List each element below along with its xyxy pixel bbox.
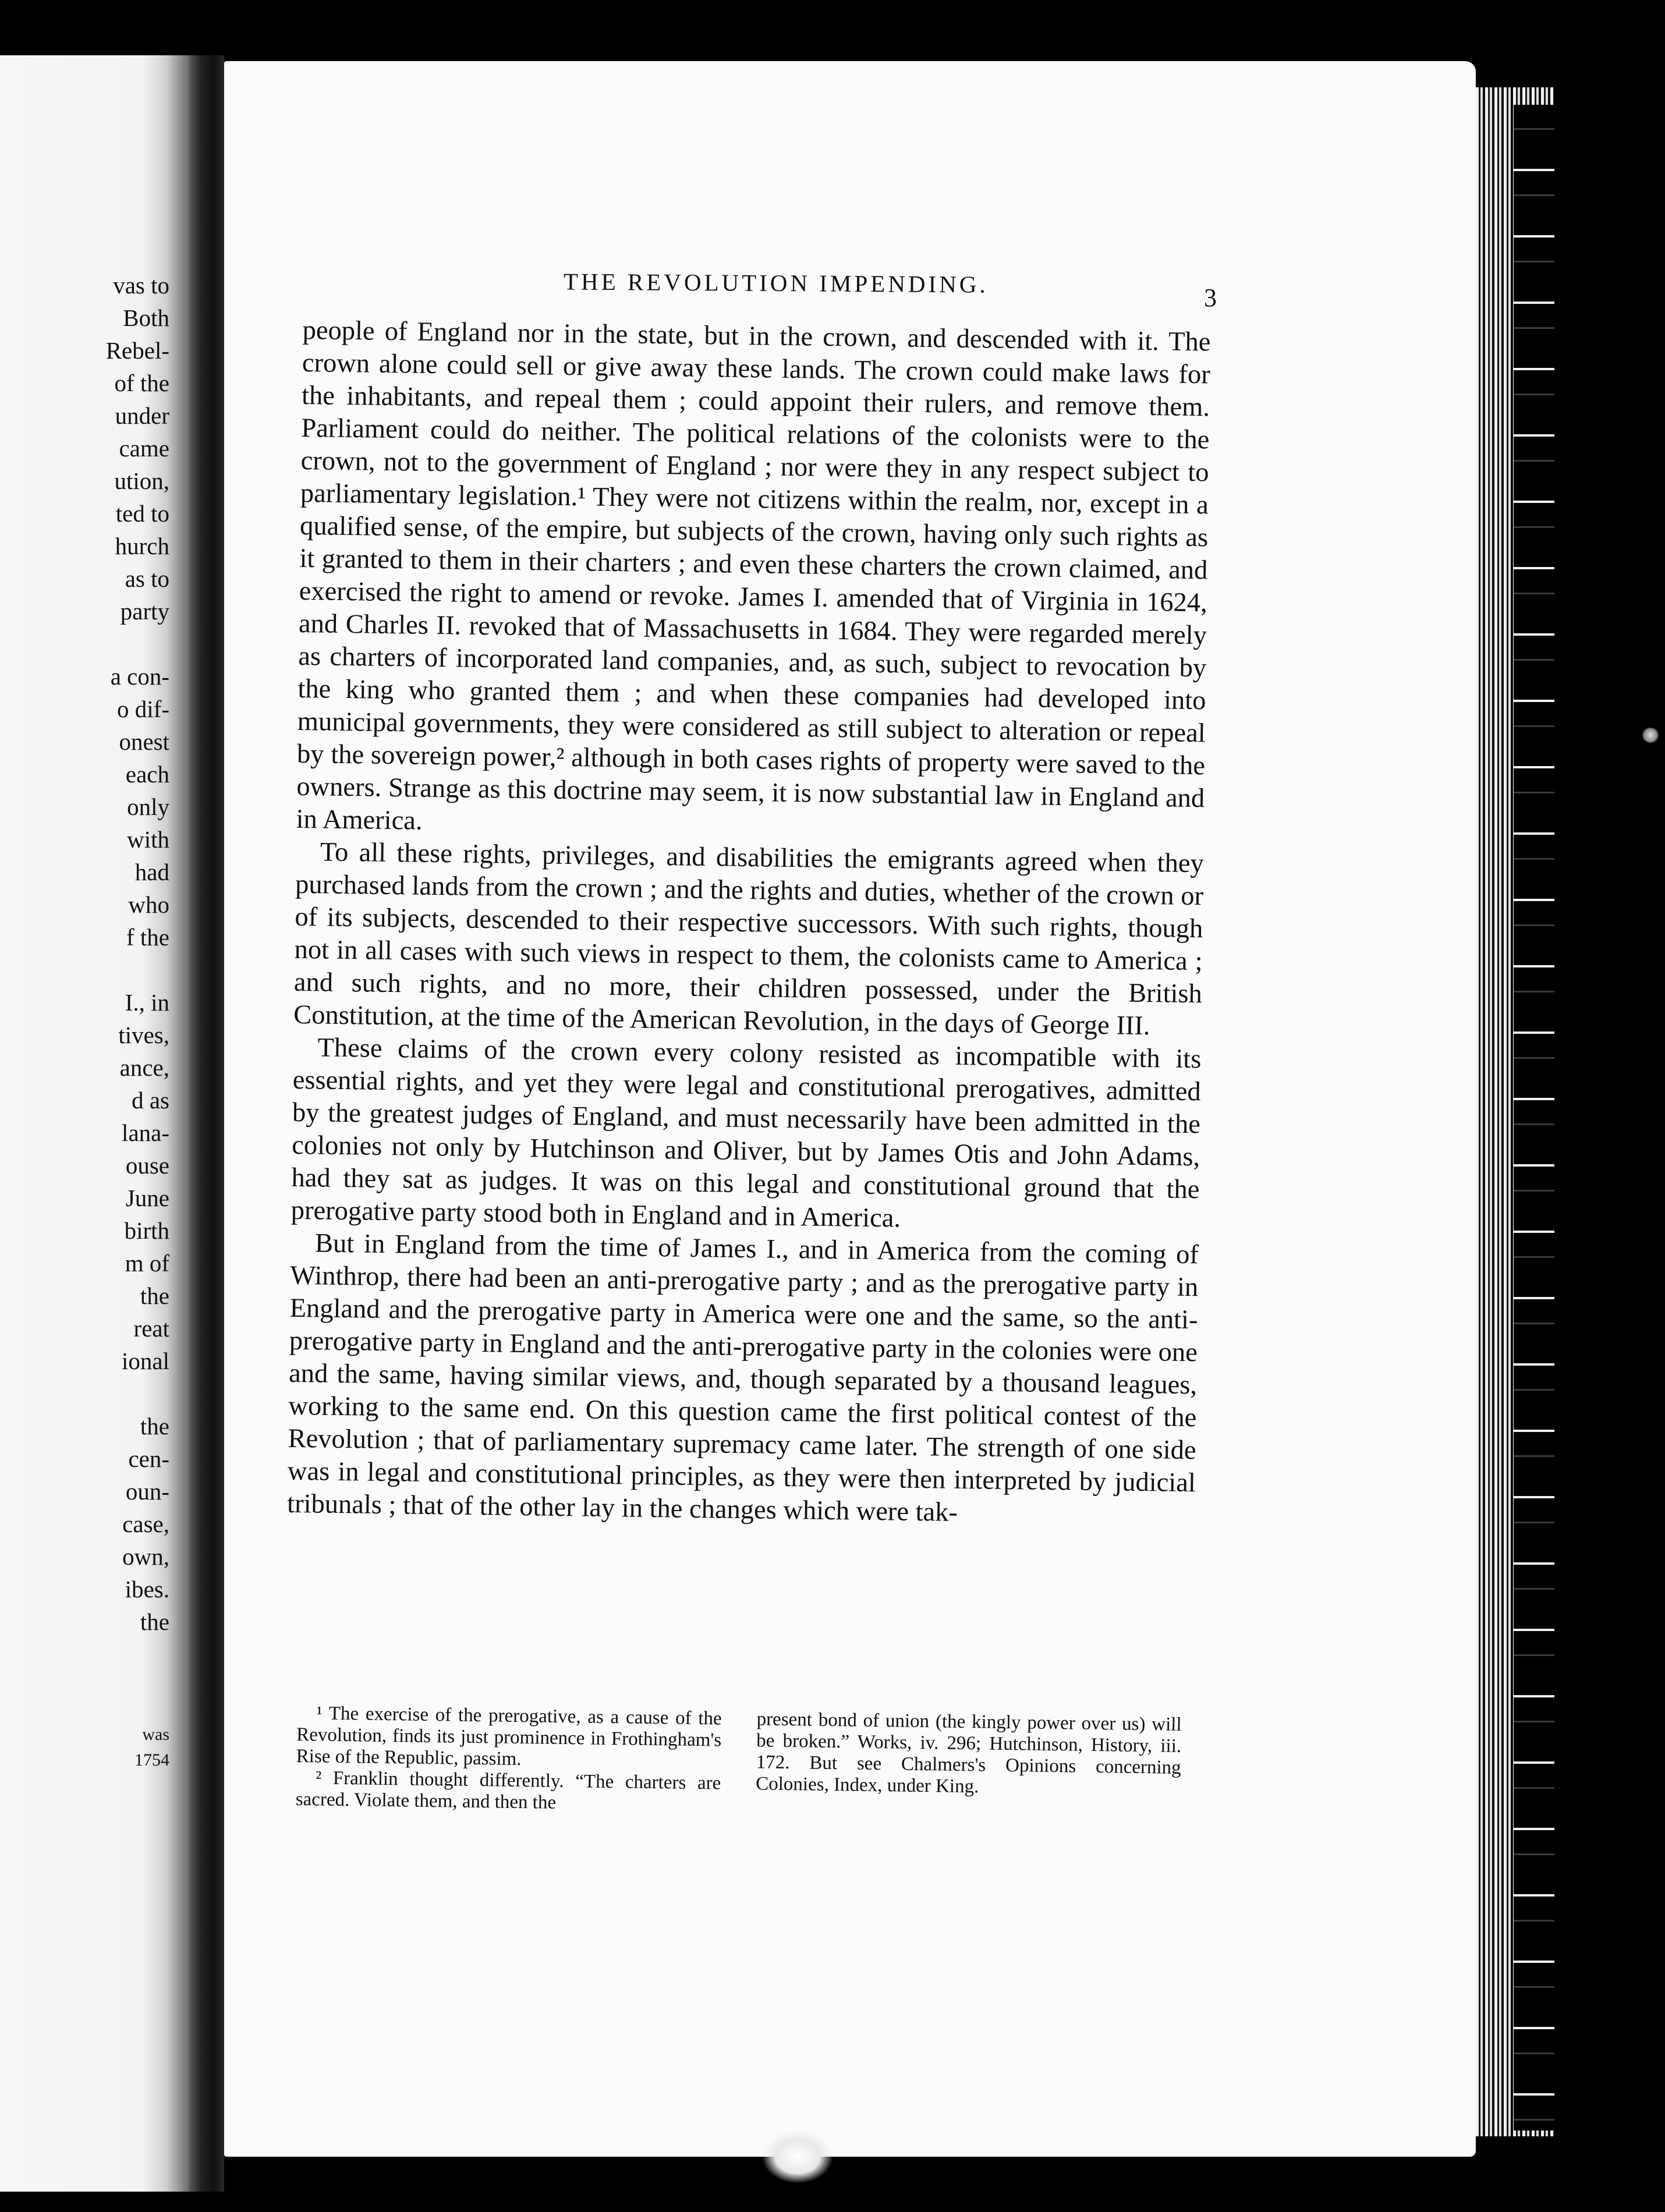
left-page-footnote-line: was: [142, 1725, 169, 1744]
left-page-line: the: [140, 1282, 169, 1309]
footnote-column-left: [296, 1703, 722, 1816]
footnotes: [296, 1703, 1182, 1822]
left-page-line: oun-: [125, 1478, 169, 1505]
left-page-line: Rebel-: [105, 337, 169, 364]
left-page-line: cen-: [128, 1445, 169, 1472]
left-page-line: onest: [119, 728, 169, 755]
footnote-2-continued: present bond of union (the kingly power over us) will be broken.” Works, iv. 296; Hutchinson, History, iii. 172. But see Chalmers's Opinions concerning Colonies, Index, under King.: [756, 1708, 1182, 1798]
left-page-line: came: [119, 435, 169, 462]
left-page-line: I., in: [125, 989, 169, 1016]
paragraph: people of England nor in the state, but in the crown, and descended with it. The crown alone could sell or give away these lands. The crown could make laws for the inhabitants, and repeal them ; could appoint their rulers, and remove them. Parliament could do neither. The political relations of the colonists were to the crown, not to the government of England ; nor were they in any respect subject to parliamentary legislation.¹ They were not citizens within the realm, nor, except in a qualified sense, of the empire, but subjects of the crown, having only such rights as it granted to them in their charters ; and even these charters the crown claimed, and exercised the right to amend or revoke. James I. amended that of Virginia in 1624, and Charles II. revoked that of Massachusetts in 1684. They were regarded merely as charters of incorporated land companies, and, as such, subject to revocation by the king who granted them ; and when these companies had developed into municipal governments, they were considered as still subject to alteration or repeal by the sovereign power,² although in both cases rights of property were saved to the owners. Strange as this doctrine may seem, it is now substantial law in England and in America.: [296, 315, 1211, 836]
left-page-line: f the: [126, 924, 169, 951]
paper-stain: [763, 2131, 832, 2183]
paragraph: To all these rights, privileges, and disabilities the emigrants agreed when they purchased lands from the crown ; and the rights and duties, whether of the crown or of its subjects, descended to their respective successors. With such rights, though not in all cases with such views in respect to them, the colonists came to America ; and such rights, and no more, their children possessed, under the British Constitution, at the time of the American Revolution, in the days of George III.: [293, 837, 1205, 1041]
left-page-line: d as: [132, 1087, 169, 1114]
left-page-line: ibes.: [125, 1576, 169, 1603]
left-page-line: hurch: [115, 533, 169, 559]
left-page-line: o dif-: [117, 696, 169, 722]
left-page-line: ution,: [114, 467, 169, 494]
paragraph: But in England from the time of James I., and in America from the coming of Winthrop, there had been an anti-prerogative party ; and as the prerogative party in England and the prerogative party in America were one and the same, so the anti-prerogative party in England and the anti-prerogative party in the colonies were one and the same, having similar views, and, though separated by a thousand leagues, working to the same end. On this question came the first political contest of the Revolution ; that of parliamentary supremacy came later. The strength of one side was in legal and constitutional principles, as they were then interpreted by judicial tribunals ; that of the other lay in the changes which were tak-: [286, 1228, 1199, 1527]
left-page-line: a con-: [110, 663, 169, 690]
left-page-line: each: [125, 761, 169, 788]
left-page-line: of the: [114, 370, 169, 396]
left-page-line: had: [134, 859, 169, 885]
footnote-2: ² Franklin thought differently. “The charters are sacred. Violate them, and then the: [295, 1767, 721, 1813]
left-page-line: reat: [133, 1315, 169, 1342]
footnote-1: ¹ The exercise of the prerogative, as a cause of the Revolution, finds its just prominence in Frothingham's Rise of the Republic, passim.: [296, 1703, 722, 1770]
left-page: [0, 55, 189, 2192]
left-page-line: as to: [125, 565, 169, 592]
left-page-line: m of: [125, 1250, 169, 1277]
left-page-line: vas to: [113, 272, 169, 299]
left-page-line: who: [128, 891, 169, 918]
left-page-line: the: [140, 1608, 169, 1635]
left-page-line: birth: [124, 1217, 169, 1244]
left-page-line: under: [115, 402, 169, 429]
left-page-line: own,: [122, 1543, 169, 1570]
page-edges-dark: [1514, 105, 1554, 2131]
page-number: 3: [1204, 283, 1217, 312]
left-page-line: ouse: [125, 1152, 169, 1179]
running-head: THE REVOLUTION IMPENDING.: [563, 268, 989, 298]
book-gutter: [189, 55, 224, 2192]
left-page-line: the: [140, 1413, 169, 1440]
left-page-footnote-line: 1754: [134, 1750, 169, 1770]
left-page-line: party: [120, 598, 169, 625]
left-page-line: Both: [123, 304, 169, 331]
left-page-line: ional: [122, 1348, 169, 1374]
left-page-line: June: [125, 1185, 169, 1211]
left-page-line: lana-: [122, 1119, 169, 1146]
left-page-line: with: [127, 826, 169, 853]
scan-speck: [1642, 728, 1659, 743]
body-text: [287, 314, 1211, 1532]
left-page-line: tives,: [118, 1022, 169, 1048]
paragraph: These claims of the crown every colony resisted as incompatible with its essential rights, and yet they were legal and constitutional prerogatives, admitted by the greatest judges of England, and must necessarily have been admitted in the colonies not only by Hutchinson and Oliver, but by James Otis and John Adams, had they sat as judges. It was on this legal and constitutional ground that the prerogative party stood both in England and in America.: [291, 1033, 1202, 1233]
footnote-column-right: [756, 1708, 1182, 1822]
left-page-line: ance,: [119, 1054, 169, 1081]
left-page-line: case,: [122, 1511, 169, 1537]
left-page-line: only: [127, 793, 169, 820]
left-page-line: ted to: [115, 500, 169, 527]
